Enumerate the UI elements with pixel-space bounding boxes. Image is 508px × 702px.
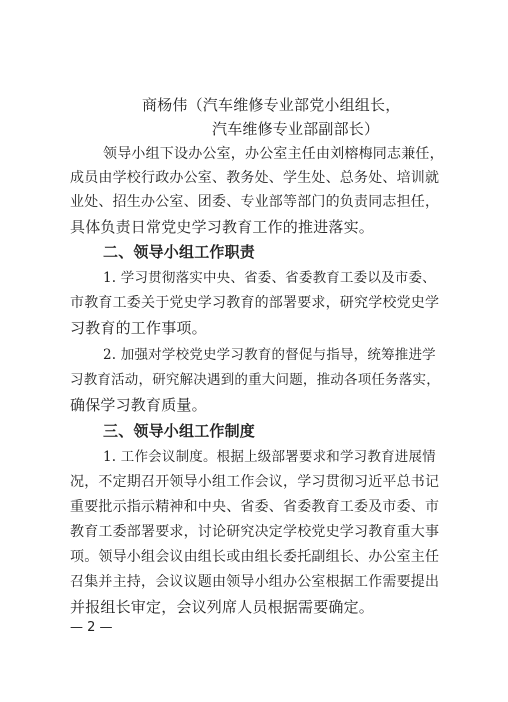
paragraph-line: 重要批示指示精神和中央、省委、省委教育工委及市委、市 xyxy=(70,499,440,515)
paragraph-line: 召集并主持，会议议题由领导小组办公室根据工作需要提出 xyxy=(70,574,440,590)
paragraph-line: 习教育活动，研究解决遇到的重大问题，推动各项任务落实， xyxy=(70,372,440,388)
paragraph-line: 确保学习教育质量。 xyxy=(70,396,207,414)
paragraph-line: 领导小组下设办公室，办公室主任由刘榕梅同志兼任， xyxy=(103,146,444,162)
section-heading-system: 三、领导小组工作制度 xyxy=(103,422,256,440)
paragraph-line: 项。领导小组会议由组长或由组长委托副组长、办公室主任 xyxy=(70,549,440,565)
paragraph-line: 教育工委部署要求，讨论研究决定学校党史学习教育重大事 xyxy=(70,524,440,540)
paragraph-line: 1. 学习贯彻落实中央、省委、省委教育工委以及市委、 xyxy=(103,270,436,286)
paragraph-line: 习教育的工作事项。 xyxy=(70,319,207,337)
member-title-line: 汽车维修专业部副部长） xyxy=(212,120,380,138)
paragraph-line: 2. 加强对学校党史学习教育的督促与指导，统筹推进学 xyxy=(103,347,436,363)
paragraph-line: 并报组长审定，会议列席人员根据需要确定。 xyxy=(70,598,375,616)
paragraph-line: 具体负责日常党史学习教育工作的推进落实。 xyxy=(70,218,375,236)
paragraph-line: 成员由学校行政办公室、教务处、学生处、总务处、培训就 xyxy=(70,170,440,186)
paragraph-line: 况，不定期召开领导小组工作会议，学习贯彻习近平总书记 xyxy=(70,474,440,490)
paragraph-line: 业处、招生办公室、团委、专业部等部门的负责同志担任， xyxy=(70,194,440,210)
section-heading-duties: 二、领导小组工作职责 xyxy=(103,243,256,261)
paragraph-line: 1. 工作会议制度。根据上级部署要求和学习教育进展情 xyxy=(103,449,436,465)
member-name-line: 商杨伟（汽车维修专业部党小组组长， xyxy=(142,96,401,114)
page-number: — 2 — xyxy=(70,620,113,635)
paragraph-line: 市教育工委关于党史学习教育的部署要求，研究学校党史学 xyxy=(70,295,440,311)
